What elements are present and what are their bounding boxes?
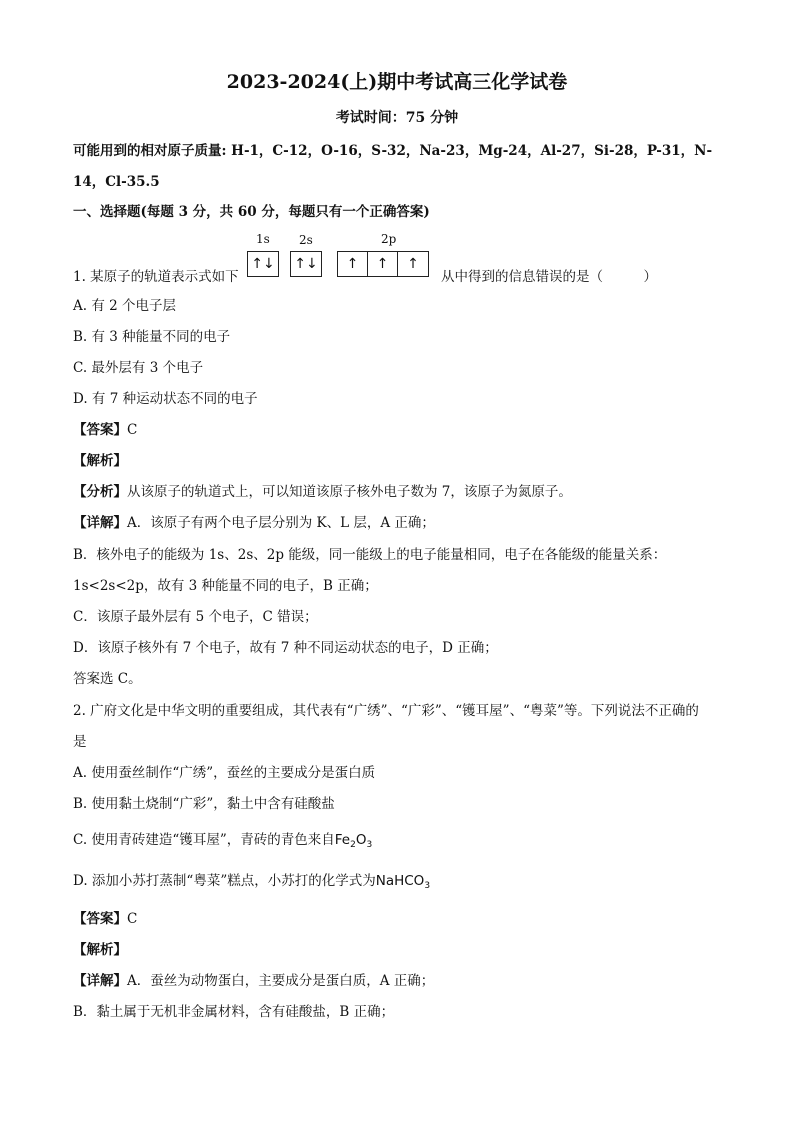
answer-tag: 【答案】 [73, 422, 127, 438]
atomic-masses-label: 可能用到的相对原子质量: [73, 143, 227, 159]
q2-analysis-tag: 【解析】 [73, 942, 127, 958]
q2-option-c-text: C. 使用青砖建造“镬耳屋”，青砖的青色来自 [73, 832, 335, 848]
detail-tag: 【详解】 [73, 973, 127, 989]
q1-option-a: A. 有 2 个电子层 [73, 298, 177, 314]
q2-answer [73, 910, 137, 928]
orbital-box-2p-1: ↑ [338, 252, 368, 276]
atomic-masses-values: H-1，C-12，O-16，S-32，Na-23，Mg-24，Al-27，Si-28，P-31，N- [226, 143, 713, 159]
q1-fenxi [73, 483, 572, 501]
orbital-label-2s: 2s [299, 233, 313, 247]
q2-option-a: A. 使用蚕丝制作“广绣”，蚕丝的主要成分是蛋白质 [73, 765, 376, 781]
q2-detail-b: B．黏土属于无机非金属材料，含有硅酸盐，B 正确； [73, 1004, 395, 1020]
orbital-label-2p: 2p [381, 232, 397, 246]
orbital-2p [337, 251, 429, 277]
q1-option-c: C. 最外层有 3 个电子 [73, 360, 204, 376]
orbital-box-2p-3: ↑ [407, 256, 419, 272]
orbital-box-2p-2: ↑ [368, 252, 398, 276]
q1-detail-a [73, 514, 435, 532]
q2-option-d [73, 872, 430, 895]
q2-stem-line-2: 是 [73, 734, 87, 750]
exam-time: 考试时间：75 分钟 [335, 110, 459, 126]
q1-detail-d: D．该原子核外有 7 个电子，故有 7 种不同运动状态的电子，D 正确； [73, 640, 498, 656]
atomic-masses-line-2: 14，Cl-35.5 [73, 174, 160, 190]
q2-option-b: B. 使用黏土烧制“广彩”，黏土中含有硅酸盐 [73, 796, 335, 812]
fe2o3-formula: $Fe_2O_3$ [334, 832, 373, 850]
q1-conclusion: 答案选 C。 [73, 671, 142, 687]
page-title: 2023-2024(上)期中考试高三化学试卷 [226, 71, 568, 93]
q1-detail-b2: 1s<2s<2p，故有 3 种能量不同的电子，B 正确； [73, 578, 378, 594]
q2-option-c [73, 831, 372, 854]
fenxi-tag: 【分析】 [73, 484, 127, 500]
orbital-2s [290, 251, 322, 277]
q1-option-b: B. 有 3 种能量不同的电子 [73, 329, 231, 345]
nahco3-formula: NaHCO$_3$ [375, 873, 431, 891]
answer-tag: 【答案】 [73, 911, 127, 927]
orbital-1s [247, 251, 279, 277]
q1-stem-post: 从中得到的信息错误的是（ ） [441, 269, 657, 285]
q1-detail-c: C．该原子最外层有 5 个电子，C 错误； [73, 609, 318, 625]
q1-detail-b1: B．核外电子的能级为 1s、2s、2p 能级，同一能级上的电子能量相同，电子在各能级的能量关系： [73, 547, 667, 563]
detail-a-text: A．蚕丝为动物蛋白，主要成分是蛋白质，A 正确； [127, 973, 435, 989]
orbital-box-1s: ↑↓ [251, 256, 275, 272]
q2-detail-a [73, 972, 434, 990]
detail-tag: 【详解】 [73, 515, 127, 531]
section-heading: 一、选择题(每题 3 分，共 60 分，每题只有一个正确答案) [73, 204, 430, 220]
q1-stem-pre: 1. 某原子的轨道表示式如下 [73, 269, 239, 285]
orbital-box-2s: ↑↓ [294, 256, 318, 272]
q1-answer [73, 421, 137, 439]
atomic-masses-line-1 [73, 142, 712, 160]
q2-option-d-text: D. 添加小苏打蒸制“粤菜”糕点，小苏打的化学式为 [73, 873, 376, 889]
answer-value: C [127, 422, 138, 438]
answer-value: C [127, 911, 138, 927]
fenxi-text: 从该原子的轨道式上，可以知道该原子核外电子数为 7，该原子为氮原子。 [127, 484, 572, 500]
q1-option-d: D. 有 7 种运动状态不同的电子 [73, 391, 258, 407]
detail-a-text: A．该原子有两个电子层分别为 K、L 层，A 正确； [127, 515, 435, 531]
q1-analysis-tag: 【解析】 [73, 453, 127, 469]
q2-stem-line-1: 2. 广府文化是中华文明的重要组成，其代表有“广绣”、“广彩”、“镬耳屋”、“粤菜”等。下列说法不正确的 [73, 703, 699, 719]
orbital-label-1s: 1s [256, 232, 270, 246]
